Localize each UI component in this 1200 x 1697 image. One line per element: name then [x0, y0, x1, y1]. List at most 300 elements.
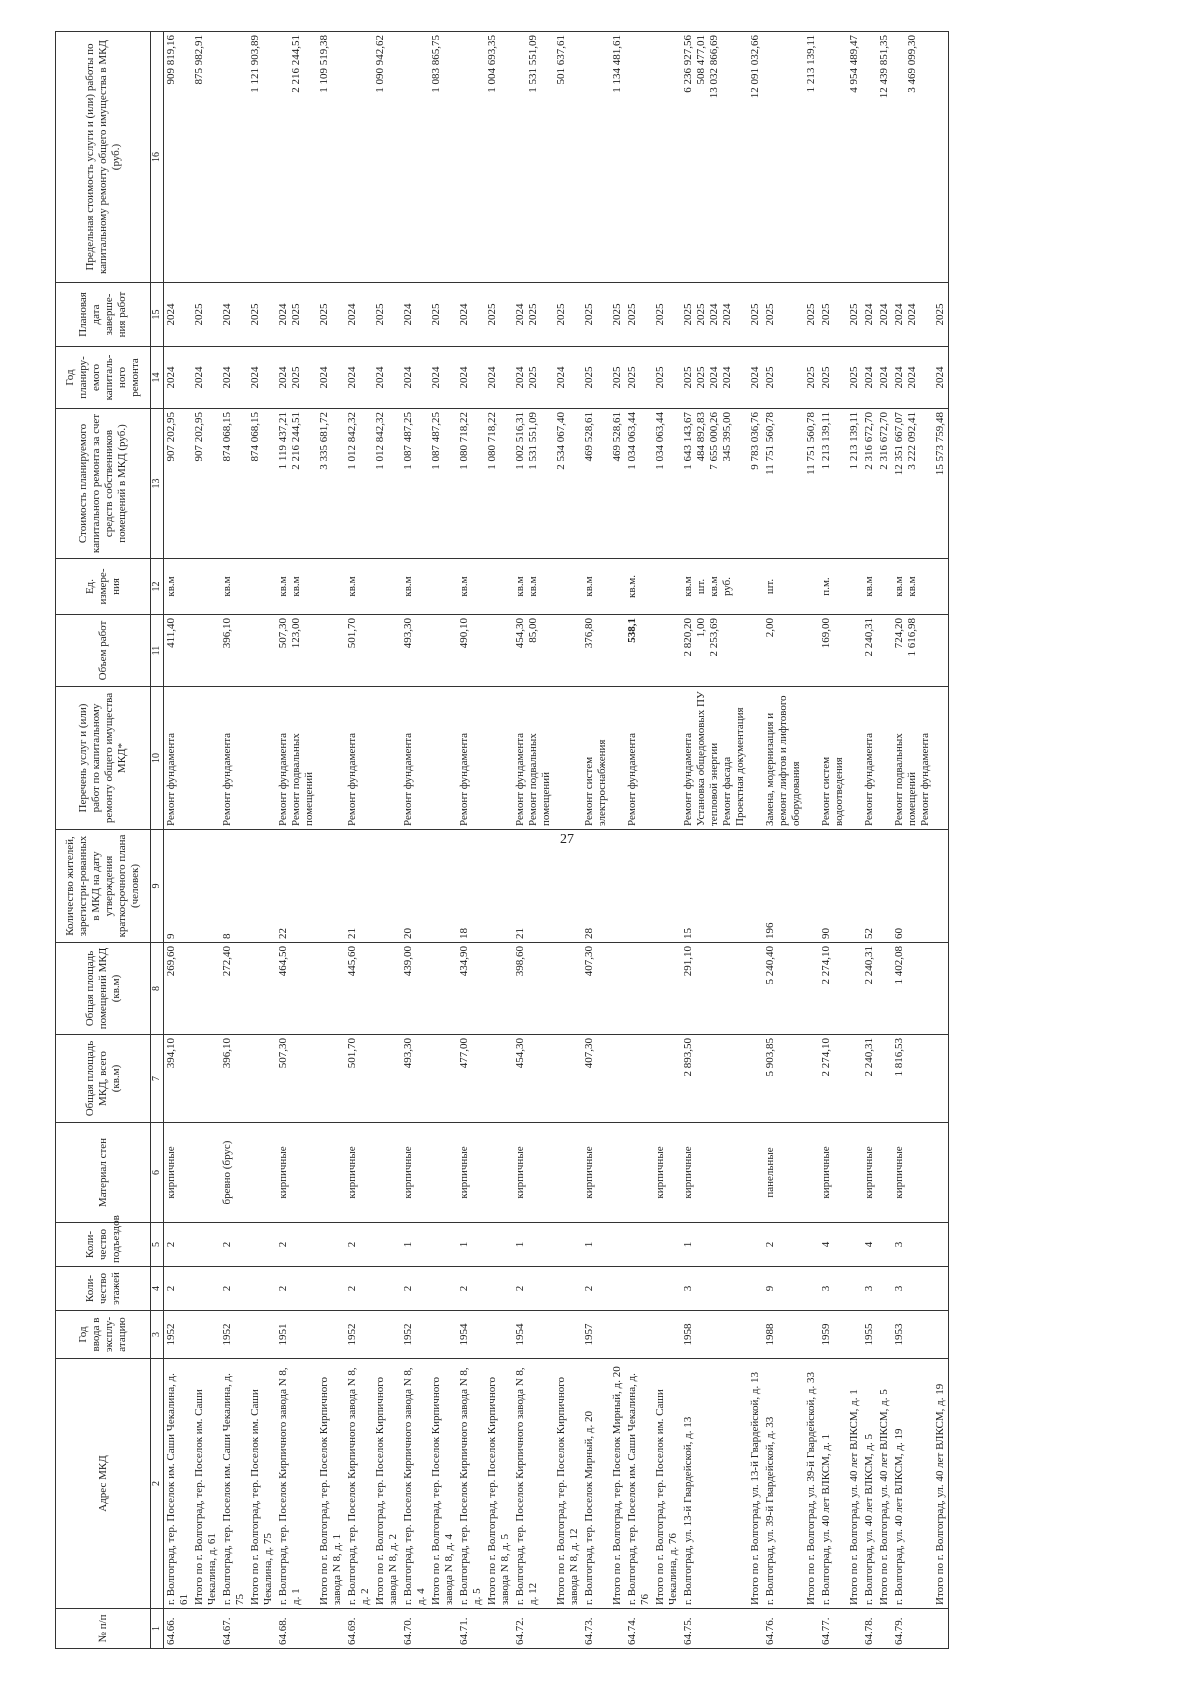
total-area: 501,70: [345, 1035, 373, 1123]
empty-cell: [653, 1311, 681, 1359]
empty-cell: [485, 1035, 513, 1123]
repair-cost-line: 1 002 516,31: [514, 412, 526, 470]
total-cost: [554, 409, 582, 559]
total-address: Итого по г. Волгоград, ул. 40 лет ВЛКСМ, д. 5: [877, 1359, 892, 1609]
total-completion-date: [847, 283, 862, 347]
empty-cell: [485, 615, 513, 687]
total-address: Итого по г. Волгоград, тер. Поселок Кирпичного завода N 8, д. 5: [485, 1359, 513, 1609]
floors: 2: [582, 1267, 610, 1311]
repair-year: [892, 347, 933, 409]
total-cost-line: 2 316 672,70: [878, 412, 890, 470]
work-volume: [220, 615, 248, 687]
total-area: 407,30: [582, 1035, 610, 1123]
empty-cell: [317, 687, 345, 830]
wall-material: кирпичные: [457, 1123, 485, 1223]
empty-cell: [877, 687, 892, 830]
unit: [625, 559, 653, 615]
total-area: 507,30: [276, 1035, 317, 1123]
limit-cost: [625, 32, 653, 283]
empty-cell: [933, 687, 949, 830]
table-row: [457, 32, 485, 1649]
work-volume-line: 1 616,98: [906, 618, 918, 657]
total-address: Итого по г. Волгоград, ул. 13-й Гвардейской, д. 13: [748, 1359, 763, 1609]
total-row: [485, 32, 513, 1649]
unit: [345, 559, 373, 615]
entrances: 1: [582, 1223, 610, 1267]
year-built: [625, 1311, 653, 1359]
column-number-15: 15: [151, 283, 164, 347]
work-volume-line: 501,70: [346, 618, 358, 649]
limit-cost-line: 1 531 551,09: [527, 35, 539, 93]
unit-line: шт.: [695, 578, 707, 595]
column-header-6: Материал стен: [56, 1123, 151, 1223]
total-limit-cost-line: 875 982,91: [193, 35, 205, 85]
row-number: 64.67.: [220, 1609, 248, 1649]
completion-date: [582, 283, 610, 347]
premises-area: 269,60: [164, 943, 193, 1035]
work-list: [220, 687, 248, 830]
empty-cell: [373, 1311, 401, 1359]
column-number-11: 11: [151, 615, 164, 687]
total-completion-date: [610, 283, 625, 347]
total-row: [847, 32, 862, 1649]
entrances: 3: [892, 1223, 933, 1267]
column-header-15: Плановая дата заверше-ния работ: [56, 283, 151, 347]
work-list-line: Ремонт фундамента: [165, 732, 177, 826]
floors: 2: [457, 1267, 485, 1311]
entrances: [625, 1223, 653, 1267]
total-cost: [429, 409, 457, 559]
repair-cost-line: 874 068,15: [221, 412, 233, 462]
limit-cost: [862, 32, 877, 283]
address: г. Волгоград, тер. Поселок Кирпичного завода N 8, д. 5: [457, 1359, 485, 1609]
total-area: 2 274,10: [819, 1035, 847, 1123]
empty-cell: [554, 1035, 582, 1123]
empty-cell: [248, 1223, 276, 1267]
total-row: [653, 32, 681, 1649]
address: г. Волгоград, ул. 40 лет ВЛКСМ, д. 1: [819, 1359, 847, 1609]
work-list: [513, 687, 554, 830]
total-repair-year-line: 2024: [249, 366, 261, 389]
column-header-7: Общая площадь МКД, всего (кв.м): [56, 1035, 151, 1123]
floors: 2: [276, 1267, 317, 1311]
work-list-line: Ремонт фундамента: [402, 732, 414, 826]
work-volume-line: 2,00: [764, 618, 776, 638]
repair-cost-line: 3 222 092,41: [906, 412, 918, 470]
completion-date-line: 2025: [682, 303, 694, 326]
empty-cell: [877, 615, 892, 687]
row-number: [248, 1609, 276, 1649]
total-completion-date-line: 2025: [555, 303, 567, 326]
floors: 2: [401, 1267, 429, 1311]
total-completion-date-line: 2025: [430, 303, 442, 326]
empty-cell: [804, 1267, 819, 1311]
empty-cell: [485, 1267, 513, 1311]
year-built: 1952: [345, 1311, 373, 1359]
empty-cell: [429, 1223, 457, 1267]
address: г. Волгоград, ул. 40 лет ВЛКСМ, д. 5: [862, 1359, 877, 1609]
empty-cell: [748, 1267, 763, 1311]
total-repair-year-line: 2025: [611, 366, 623, 389]
limit-cost-line: 2 216 244,51: [290, 35, 302, 93]
empty-cell: [847, 1223, 862, 1267]
unit-line: шт.: [764, 578, 776, 595]
empty-cell: [804, 830, 819, 943]
empty-cell: [610, 1223, 625, 1267]
limit-cost-line: 508 477,01: [695, 35, 707, 85]
empty-cell: [485, 559, 513, 615]
repair-cost: [625, 409, 653, 559]
residents: 18: [457, 830, 485, 943]
total-cost: [248, 409, 276, 559]
page-number: 27: [560, 832, 574, 847]
column-header-11: Объем работ: [56, 615, 151, 687]
row-number: 64.71.: [457, 1609, 485, 1649]
total-cost: [653, 409, 681, 559]
table-row: [401, 32, 429, 1649]
total-completion-date-line: 2025: [249, 303, 261, 326]
repair-cost-line: 1 213 139,11: [820, 412, 832, 470]
work-list-line: Замена, модернизация и ремонт лифтов и лифтового оборудования: [764, 695, 802, 826]
column-header-14: Год планиру-емого капиталь-ного ремонта: [56, 347, 151, 409]
empty-cell: [373, 1223, 401, 1267]
total-repair-year-line: 2024: [374, 366, 386, 389]
work-list-line: Ремонт фундамента: [626, 732, 638, 826]
empty-cell: [485, 687, 513, 830]
total-cost: [933, 409, 949, 559]
wall-material: [610, 1123, 625, 1223]
residents: 28: [582, 830, 610, 943]
row-number: [847, 1609, 862, 1649]
repair-year-line: 2024: [277, 366, 289, 389]
limit-cost: [819, 32, 847, 283]
empty-cell: [373, 830, 401, 943]
repair-cost-line: 345 395,00: [721, 412, 733, 462]
work-volume: [582, 615, 610, 687]
repair-year-line: 2024: [893, 366, 905, 389]
completion-date-line: 2024: [221, 303, 233, 326]
table-row: [819, 32, 847, 1649]
repair-cost-line: 11 751 560,78: [764, 412, 776, 475]
wall-material: кирпичные: [892, 1123, 933, 1223]
empty-cell: [804, 687, 819, 830]
total-completion-date-line: 2024: [878, 303, 890, 326]
completion-date-line: 2024: [721, 303, 733, 326]
work-list: [457, 687, 485, 830]
work-list-line: Ремонт фасада: [721, 756, 733, 826]
total-row: [933, 32, 949, 1649]
premises-area: 445,60: [345, 943, 373, 1035]
repair-year-line: 2024: [402, 366, 414, 389]
work-list: [892, 687, 933, 830]
work-list-line: Ремонт фундамента: [863, 732, 875, 826]
premises-area: 434,90: [457, 943, 485, 1035]
work-volume: [513, 615, 554, 687]
repair-year: [582, 347, 610, 409]
work-volume: [681, 615, 748, 687]
empty-cell: [554, 559, 582, 615]
empty-cell: [847, 687, 862, 830]
total-repair-year-line: 2024: [555, 366, 567, 389]
wall-material: [373, 1123, 401, 1223]
total-address: Итого по г. Волгоград, тер. Поселок Мирный, д. 20: [610, 1359, 625, 1609]
total-cost-line: 469 528,61: [611, 412, 623, 462]
row-number: [804, 1609, 819, 1649]
premises-area: 1 402,08: [892, 943, 933, 1035]
total-repair-year: [248, 347, 276, 409]
table-row: [164, 32, 193, 1649]
empty-cell: [429, 559, 457, 615]
unit-line: кв.м: [583, 576, 595, 597]
row-number: 64.76.: [763, 1609, 804, 1649]
empty-cell: [373, 559, 401, 615]
unit-line: руб.: [721, 576, 733, 597]
empty-cell: [748, 1223, 763, 1267]
empty-cell: [248, 559, 276, 615]
completion-date-line: 2025: [764, 303, 776, 326]
empty-cell: [248, 615, 276, 687]
premises-area: 2 240,31: [862, 943, 877, 1035]
completion-date-line: 2025: [820, 303, 832, 326]
total-repair-year-line: 2024: [749, 366, 761, 389]
repair-cost: [276, 409, 317, 559]
total-address: Итого по г. Волгоград, тер. Поселок Кирпичного завода N 8, д. 4: [429, 1359, 457, 1609]
empty-cell: [485, 830, 513, 943]
total-completion-date: [653, 283, 681, 347]
repair-year: [681, 347, 748, 409]
repair-year-line: 2025: [290, 366, 302, 389]
limit-cost-line: [820, 35, 833, 279]
row-number: [317, 1609, 345, 1649]
premises-area: 464,50: [276, 943, 317, 1035]
completion-date: [164, 283, 193, 347]
empty-cell: [485, 1223, 513, 1267]
total-row: [554, 32, 582, 1649]
premises-area: 439,00: [401, 943, 429, 1035]
entrances: 1: [457, 1223, 485, 1267]
wall-material: [877, 1123, 892, 1223]
total-completion-date: [248, 283, 276, 347]
limit-cost-line: [626, 35, 639, 279]
table-row: [681, 32, 748, 1649]
address: г. Волгоград, ул. 40 лет ВЛКСМ, д. 19: [892, 1359, 933, 1609]
empty-cell: [554, 830, 582, 943]
unit-line: кв.м: [527, 576, 539, 597]
limit-cost: [457, 32, 485, 283]
residents: 8: [220, 830, 248, 943]
column-number-16: 16: [151, 32, 164, 283]
total-completion-date-line: 2025: [611, 303, 623, 326]
year-built: 1951: [276, 1311, 317, 1359]
unit-line: кв.м: [708, 576, 720, 597]
empty-cell: [847, 1267, 862, 1311]
row-number: [373, 1609, 401, 1649]
limit-cost-line: 3 469 099,30: [906, 35, 918, 93]
row-number: 64.75.: [681, 1609, 748, 1649]
total-completion-date-line: 2025: [193, 303, 205, 326]
total-address: Итого по г. Волгоград, тер. Поселок им. Саши Чекалина, д. 76: [653, 1359, 681, 1609]
total-repair-year: [877, 347, 892, 409]
total-cost-line: 1 087 487,25: [430, 412, 442, 470]
total-repair-year: [653, 347, 681, 409]
entrances: 2: [220, 1223, 248, 1267]
empty-cell: [610, 1035, 625, 1123]
column-number-13: 13: [151, 409, 164, 559]
table-row: [892, 32, 933, 1649]
empty-cell: [804, 615, 819, 687]
empty-cell: [933, 830, 949, 943]
completion-date: [345, 283, 373, 347]
repair-year-line: 2025: [583, 366, 595, 389]
table-row: [276, 32, 317, 1649]
limit-cost: [582, 32, 610, 283]
table-row: [345, 32, 373, 1649]
repair-cost-line: 907 202,95: [165, 412, 177, 462]
row-number: 64.77.: [819, 1609, 847, 1649]
total-address: Итого по г. Волгоград, тер. Поселок Кирпичного завода N 8, д. 12: [554, 1359, 582, 1609]
work-volume: [862, 615, 877, 687]
total-completion-date: [317, 283, 345, 347]
empty-cell: [192, 1223, 220, 1267]
wall-material: [429, 1123, 457, 1223]
total-cost-line: 3 335 681,72: [318, 412, 330, 470]
row-number: [653, 1609, 681, 1649]
repair-year-line: 2025: [820, 366, 832, 389]
total-limit-cost-line: 1 083 865,75: [430, 35, 442, 93]
unit-line: кв.м: [893, 576, 905, 597]
year-built: 1952: [401, 1311, 429, 1359]
rotated-table-wrapper: [55, 32, 1150, 1649]
premises-area: 5 240,40: [763, 943, 804, 1035]
total-limit-cost: [847, 32, 862, 283]
work-volume-line: 507,30: [277, 618, 289, 649]
repair-year: [763, 347, 804, 409]
total-cost-line: 1 012 842,32: [374, 412, 386, 470]
limit-cost-line: [893, 35, 906, 279]
total-limit-cost: [610, 32, 625, 283]
total-area: 5 903,85: [763, 1035, 804, 1123]
empty-cell: [485, 1311, 513, 1359]
year-built: 1952: [220, 1311, 248, 1359]
work-volume-line: 2 253,69: [708, 618, 720, 657]
total-completion-date: [485, 283, 513, 347]
repair-year-line: 2024: [708, 366, 720, 389]
total-repair-year-line: 2025: [654, 366, 666, 389]
empty-cell: [373, 1267, 401, 1311]
limit-cost: [513, 32, 554, 283]
floors: 3: [892, 1267, 933, 1311]
work-volume: [763, 615, 804, 687]
total-area: [625, 1035, 653, 1123]
total-limit-cost: [653, 32, 681, 283]
empty-cell: [847, 830, 862, 943]
completion-date: [401, 283, 429, 347]
total-cost: [748, 409, 763, 559]
column-header-12: Ед. измере-ния: [56, 559, 151, 615]
total-address: Итого по г. Волгоград, тер. Поселок им. Саши Чекалина, д. 75: [248, 1359, 276, 1609]
repair-cost: [681, 409, 748, 559]
column-number-8: 8: [151, 943, 164, 1035]
address: г. Волгоград, тер. Поселок им. Саши Чекалина, д. 61: [164, 1359, 193, 1609]
column-number-6: 6: [151, 1123, 164, 1223]
completion-date: [625, 283, 653, 347]
total-row: [610, 32, 625, 1649]
repair-year: [220, 347, 248, 409]
total-limit-cost-line: 1 121 903,89: [249, 35, 261, 93]
work-list-line: Ремонт подвальных помещений: [527, 733, 552, 826]
repair-cost: [164, 409, 193, 559]
limit-cost: [401, 32, 429, 283]
work-volume: [819, 615, 847, 687]
empty-cell: [933, 1267, 949, 1311]
entrances: 1: [401, 1223, 429, 1267]
work-list-line: Ремонт фундамента: [458, 732, 470, 826]
empty-cell: [653, 615, 681, 687]
total-completion-date: [429, 283, 457, 347]
empty-cell: [610, 1267, 625, 1311]
total-cost-line: 2 534 067,40: [555, 412, 567, 470]
row-number: 64.70.: [401, 1609, 429, 1649]
limit-cost-line: [583, 35, 596, 279]
row-number: 64.68.: [276, 1609, 317, 1649]
total-cost-line: 9 783 036,76: [749, 412, 761, 470]
column-number-5: 5: [151, 1223, 164, 1267]
limit-cost: [681, 32, 748, 283]
limit-cost-line: [764, 35, 777, 279]
repair-year-line: 2024: [165, 366, 177, 389]
empty-cell: [429, 1311, 457, 1359]
year-built: 1957: [582, 1311, 610, 1359]
completion-date-line: 2025: [695, 303, 707, 326]
completion-date-line: 2024: [402, 303, 414, 326]
empty-cell: [317, 615, 345, 687]
repair-cost-line: 1 531 551,09: [527, 412, 539, 470]
limit-cost: [220, 32, 248, 283]
empty-cell: [933, 1035, 949, 1123]
total-completion-date-line: 2025: [374, 303, 386, 326]
empty-cell: [748, 830, 763, 943]
total-area: 454,30: [513, 1035, 554, 1123]
completion-date: [819, 283, 847, 347]
repair-year-line: 2025: [764, 366, 776, 389]
total-repair-year-line: 2025: [848, 366, 860, 389]
wall-material: [625, 1123, 653, 1223]
total-cost: [610, 409, 625, 559]
column-number-7: 7: [151, 1035, 164, 1123]
empty-cell: [317, 943, 345, 1035]
empty-cell: [554, 1267, 582, 1311]
total-repair-year: [804, 347, 819, 409]
unit: [513, 559, 554, 615]
empty-cell: [877, 943, 892, 1035]
repair-year: [862, 347, 877, 409]
empty-cell: [933, 1223, 949, 1267]
unit: [681, 559, 748, 615]
empty-cell: [933, 1311, 949, 1359]
total-repair-year: [847, 347, 862, 409]
address: г. Волгоград, ул. 39-й Гвардейской, д. 33: [763, 1359, 804, 1609]
work-volume-line: 493,30: [402, 618, 414, 649]
residents: 52: [862, 830, 877, 943]
table-row: [625, 32, 653, 1649]
work-volume-line: 2 820,20: [682, 618, 694, 657]
work-list-line: Ремонт систем электроснабжения: [583, 739, 608, 826]
limit-cost: [892, 32, 933, 283]
total-cost-line: 11 751 560,78: [805, 412, 817, 475]
work-volume-line: 490,10: [458, 618, 470, 649]
empty-cell: [248, 687, 276, 830]
work-list-line: Проектная документация: [734, 707, 746, 826]
